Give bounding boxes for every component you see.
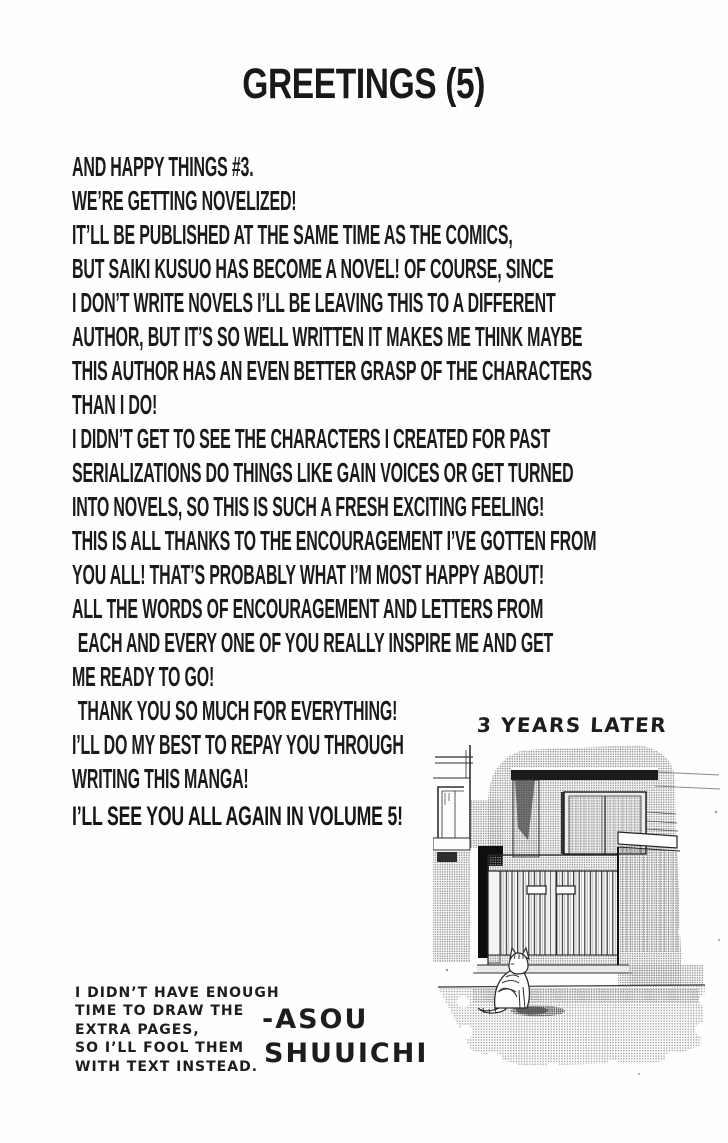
footnote-line: WITH TEXT INSTEAD. [75, 1058, 259, 1075]
gate-illustration [433, 700, 728, 1085]
body-line: YOU ALL! THAT’S PROBABLY WHAT I’M MOST HAPPY ABOUT! [72, 559, 544, 590]
body-line: ME READY TO GO! [72, 661, 215, 692]
footnote-line: TIME TO DRAW THE [75, 1003, 245, 1020]
body-line: ALL THE WORDS OF ENCOURAGEMENT AND LETTERS FROM [72, 593, 544, 624]
body-line: WRITING THIS MANGA! [72, 763, 249, 794]
left-wall [433, 838, 470, 962]
author-signature-first: -ASOU [262, 1004, 369, 1035]
footnote-line: SO I’LL FOOL THEM [75, 1040, 245, 1057]
body-line: AUTHOR, BUT IT’S SO WELL WRITTEN IT MAKES ME THINK MAYBE [72, 321, 583, 352]
author-footnote [75, 984, 280, 1076]
body-line: THANK YOU SO MUCH FOR EVERYTHING! [77, 695, 398, 726]
house-gate-drawing [433, 700, 728, 1085]
gate-handle-right [556, 886, 575, 894]
body-line: THIS IS ALL THANKS TO THE ENCOURAGEMENT I’VE GOTTEN FROM [72, 525, 597, 556]
gate-handle-left [527, 886, 546, 894]
body-line: THIS AUTHOR HAS AN EVEN BETTER GRASP OF THE CHARACTERS [72, 355, 592, 386]
body-line: INTO NOVELS, SO THIS IS SUCH A FRESH EXCITING FEELING! [72, 491, 545, 522]
right-wall [618, 832, 693, 986]
footnote-line: I DIDN’T HAVE ENOUGH [75, 985, 280, 1001]
illustration-caption: 3 YEARS LATER [476, 713, 668, 737]
author-signature-last: SHUUICHI [264, 1038, 429, 1069]
body-line: AND HAPPY THINGS #3. [72, 151, 254, 182]
page-title-text: GREETINGS (5) [242, 60, 486, 108]
body-line: IT’LL BE PUBLISHED AT THE SAME TIME AS THE COMICS, [72, 219, 513, 250]
footnote-line: EXTRA PAGES, [75, 1021, 200, 1038]
gate-nameplate [437, 852, 457, 862]
gate-doors [488, 847, 618, 965]
body-line: BUT SAIKI KUSUO HAS BECOME A NOVEL! OF COURSE, SINCE [72, 253, 554, 284]
body-line: EACH AND EVERY ONE OF YOU REALLY INSPIRE ME AND GET [77, 627, 554, 658]
body-line: I’LL DO MY BEST TO REPAY YOU THROUGH [72, 729, 404, 760]
closing-line: I’LL SEE YOU ALL AGAIN IN VOLUME 5! [72, 801, 403, 831]
body-line: I DIDN’T GET TO SEE THE CHARACTERS I CREATED FOR PAST [72, 423, 551, 454]
body-line: SERIALIZATIONS DO THINGS LIKE GAIN VOICES OR GET TURNED [72, 457, 574, 488]
body-line: I DON’T WRITE NOVELS I’LL BE LEAVING THIS TO A DIFFERENT [72, 287, 556, 318]
page-title [0, 60, 728, 108]
body-line: THAN I DO! [72, 389, 158, 420]
body-line: WE’RE GETTING NOVELIZED! [72, 185, 297, 216]
